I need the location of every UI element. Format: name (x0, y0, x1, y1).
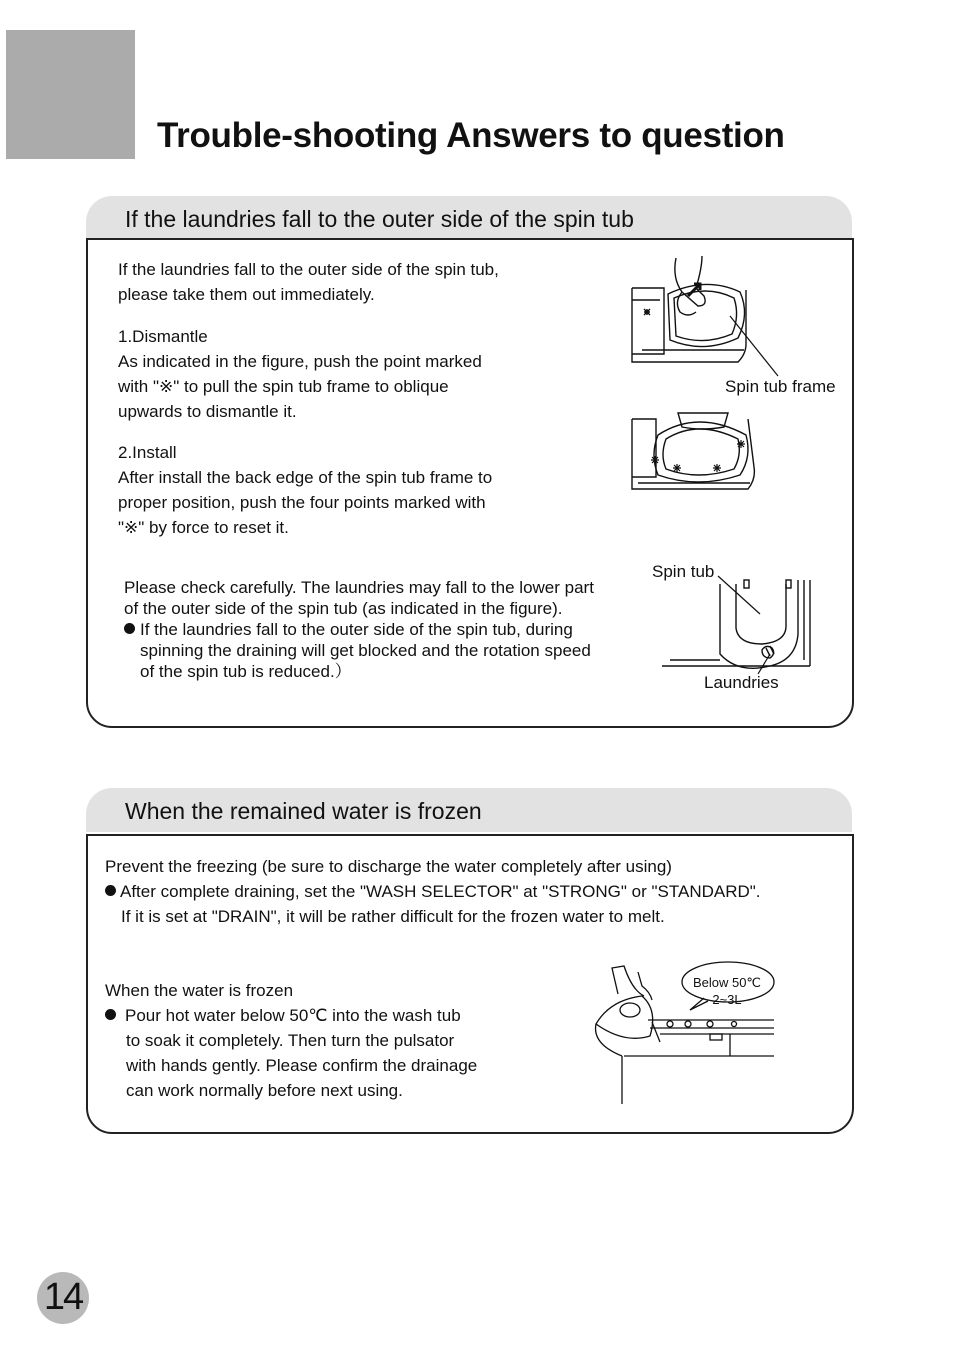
laundries-pointer (758, 654, 770, 674)
spin-tub-frame-label: Spin tub frame (725, 377, 836, 396)
intro-line: If the laundries fall to the outer side of the spin tub, (118, 260, 499, 279)
check-bullet-line: spinning the draining will get blocked and the rotation speed (140, 641, 591, 660)
prevent-text (105, 854, 761, 929)
install-text (118, 440, 492, 540)
prevent-line: Prevent the freezing (be sure to discharge the water completely after using) (105, 857, 672, 876)
page-title: Trouble-shooting Answers to question (157, 116, 785, 155)
dismantle-text (118, 324, 482, 424)
laundries-label: Laundries (704, 673, 779, 692)
frozen-bullet-line: with hands gently. Please confirm the drainage (126, 1056, 478, 1075)
corner-block (6, 30, 135, 159)
install-title: 2.Install (118, 443, 177, 462)
intro-line: please take them out immediately. (118, 285, 375, 304)
dismantle-line: with "※" to pull the spin tub frame to oblique (118, 377, 449, 396)
install-line: proper position, push the four points marked with (118, 493, 486, 512)
section-frozen (86, 834, 854, 1134)
check-bullet-line: of the spin tub is reduced.） (140, 662, 352, 681)
install-line: "※" by force to reset it. (118, 518, 289, 537)
bubble-text (686, 974, 768, 1008)
check-line: Please check carefully. The laundries may fall to the lower part (124, 578, 594, 597)
check-line: of the outer side of the spin tub (as indicated in the figure). (124, 599, 563, 618)
install-figure-icon (628, 405, 768, 497)
frozen-bullet-line: to soak it completely. Then turn the pulsator (126, 1031, 455, 1050)
page-number-badge (37, 1272, 89, 1324)
bullet-dot-icon (105, 885, 116, 896)
spin-tub-figure-icon (658, 574, 818, 680)
bubble-line: Below 50℃ (692, 975, 762, 990)
bullet-dot-icon (124, 623, 135, 634)
bubble-line: 2~3L (712, 992, 742, 1007)
check-text (124, 577, 594, 682)
check-bullet: If the laundries fall to the outer side of the spin tub, during (124, 619, 594, 640)
section-header-laundries (86, 196, 852, 240)
section-header-frozen (86, 788, 852, 832)
spin-tub-pointer (718, 576, 760, 614)
frozen-bullet: Pour hot water below 50℃ into the wash tub (105, 1003, 477, 1028)
prevent-bullet-line: If it is set at "DRAIN", it will be rather difficult for the frozen water to melt. (121, 907, 665, 926)
page-number: 14 (43, 1276, 83, 1318)
bullet-dot-icon (105, 1009, 116, 1020)
intro-text (118, 257, 499, 307)
spin-tub-frame-pointer (728, 314, 808, 384)
dismantle-line: As indicated in the figure, push the point marked (118, 352, 482, 371)
spin-tub-label: Spin tub (652, 562, 715, 581)
frozen-bullet-line: can work normally before next using. (126, 1081, 403, 1100)
section-header-text: If the laundries fall to the outer side of the spin tub (125, 206, 634, 232)
frozen-text (105, 978, 477, 1103)
dismantle-line: upwards to dismantle it. (118, 402, 297, 421)
prevent-bullet: After complete draining, set the "WASH SELECTOR" at "STRONG" or "STANDARD". (105, 879, 761, 904)
install-line: After install the back edge of the spin tub frame to (118, 468, 493, 487)
dismantle-title: 1.Dismantle (118, 327, 208, 346)
section-header-text: When the remained water is frozen (125, 798, 482, 824)
frozen-title: When the water is frozen (105, 981, 294, 1000)
section-laundries (86, 238, 854, 728)
